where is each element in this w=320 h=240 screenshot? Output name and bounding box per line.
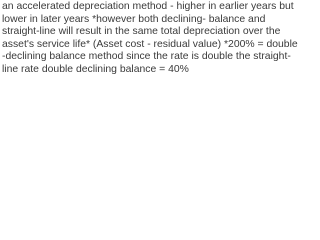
text-line-2: lower in later years *however both declining- balance and — [2, 13, 266, 25]
definition-paragraph — [2, 1, 298, 76]
text-line-5: -declining balance method since the rate is double the straight- — [2, 51, 291, 62]
text-line-4: asset's service life* (Asset cost - residual value) *200% = double — [2, 38, 298, 50]
text-line-1: an accelerated depreciation method - higher in earlier years but — [2, 1, 294, 12]
text-line-6: line rate double declining balance = 40% — [2, 63, 189, 75]
definition-text-block — [0, 0, 298, 79]
text-line-3: straight-line will result in the same total depreciation over the — [2, 26, 281, 37]
